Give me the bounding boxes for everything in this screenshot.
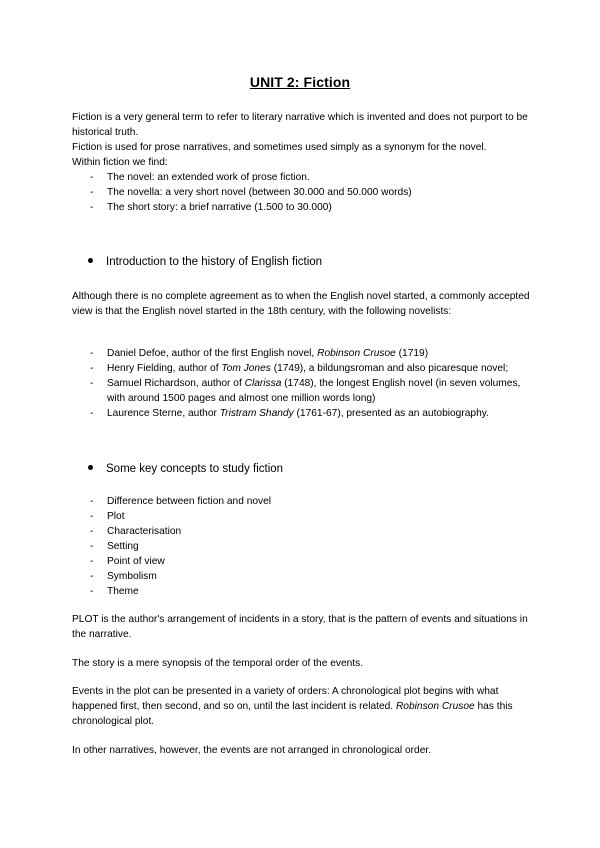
list-item: - Characterisation bbox=[90, 524, 530, 539]
list-item: - Daniel Defoe, author of the first English novel, Robinson Crusoe (1719) bbox=[90, 346, 530, 361]
list-item: - The short story: a brief narrative (1.500 to 30.000) bbox=[90, 200, 530, 215]
intro-text-3: Within fiction we find: bbox=[72, 157, 168, 168]
list-item: - Difference between fiction and novel bbox=[90, 494, 530, 509]
list-item: - Laurence Sterne, author Tristram Shandy (1761-67), presented as an autobiography. bbox=[90, 406, 530, 421]
list-item: - Point of view bbox=[90, 554, 530, 569]
list-item: - Theme bbox=[90, 584, 530, 599]
story-paragraph: The story is a mere synopsis of the temporal order of the events. bbox=[72, 658, 364, 669]
list-item: - The novella: a very short novel (between 30.000 and 50.000 words) bbox=[90, 185, 530, 200]
novelists-list bbox=[90, 346, 530, 421]
intro-text-2: Fiction is used for prose narratives, and sometimes used simply as a synonym for the novel. bbox=[72, 142, 487, 153]
list-item: - Henry Fielding, author of Tom Jones (1749), a bildungsroman and also picaresque novel; bbox=[90, 361, 530, 376]
list-item: - Samuel Richardson, author of Clarissa (1748), the longest English novel (in seven volumes, with around 1500 pages and almost one million words long) bbox=[90, 376, 530, 406]
intro-text-1: Fiction is a very general term to refer to literary narrative which is invented and does not purport to be historical truth. bbox=[72, 112, 528, 138]
chronological-plot-paragraph: Events in the plot can be presented in a variety of orders: A chronological plot begins with what happened first, then second, and so on, until the last incident is related. Robinson Crusoe has this chronological plot. bbox=[72, 686, 513, 727]
non-chronological-paragraph: In other narratives, however, the events are not arranged in chronological order. bbox=[72, 745, 432, 756]
plot-paragraph: PLOT is the author's arrangement of incidents in a story, that is the pattern of events and situations in the narrative. bbox=[72, 614, 528, 640]
concepts-list bbox=[90, 494, 530, 599]
page-title: UNIT 2: Fiction bbox=[249, 74, 351, 90]
fiction-types-list bbox=[90, 170, 530, 215]
history-heading: Introduction to the history of English fiction bbox=[88, 255, 322, 270]
list-item: - Plot bbox=[90, 509, 530, 524]
intro-paragraph bbox=[72, 110, 532, 170]
list-item: - The novel: an extended work of prose fiction. bbox=[90, 170, 530, 185]
bullet-icon bbox=[88, 465, 93, 470]
concepts-heading: Some key concepts to study fiction bbox=[88, 462, 283, 477]
list-item: - Symbolism bbox=[90, 569, 530, 584]
list-item: - Setting bbox=[90, 539, 530, 554]
bullet-icon bbox=[88, 258, 93, 263]
history-paragraph: Although there is no complete agreement as to when the English novel started, a commonly accepted view is that the English novel started in the 18th century, with the following novelists: bbox=[72, 291, 530, 317]
